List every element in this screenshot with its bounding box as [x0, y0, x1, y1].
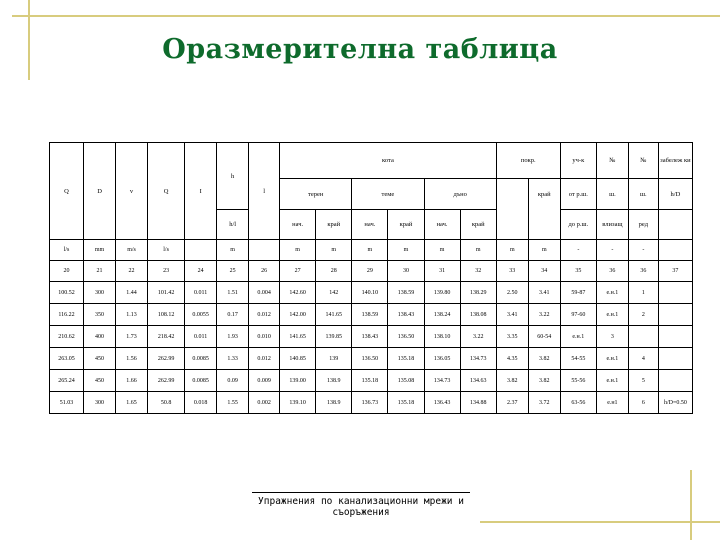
- table-cell: е.н.1: [560, 326, 596, 348]
- table-cell: е.н.1: [596, 282, 628, 304]
- header-h-over-l-text-2: l: [234, 221, 237, 228]
- table-cell: [658, 370, 692, 392]
- unit-cell: m: [280, 240, 316, 261]
- table-cell: 136.73: [352, 392, 388, 414]
- unit-cell: -: [596, 240, 628, 261]
- table-cell: 1.55: [217, 392, 249, 414]
- unit-cell: -: [560, 240, 596, 261]
- table-cell: 138.29: [460, 282, 496, 304]
- table-cell: 1.13: [116, 304, 148, 326]
- table-cell: 141.65: [280, 326, 316, 348]
- table-cell: 0.09: [217, 370, 249, 392]
- column-number: 31: [424, 261, 460, 282]
- table-cell: 3.22: [460, 326, 496, 348]
- table-cell: 142.60: [280, 282, 316, 304]
- column-number: 20: [50, 261, 84, 282]
- header-pokr-end: край: [528, 179, 560, 240]
- table-cell: 108.12: [148, 304, 185, 326]
- unit-cell: l/s: [148, 240, 185, 261]
- header-v: v: [116, 143, 148, 240]
- unit-cell: [185, 240, 217, 261]
- table-cell: 138.43: [352, 326, 388, 348]
- table-cell: 1.51: [217, 282, 249, 304]
- table-cell: [628, 326, 658, 348]
- header-red: ред: [628, 210, 658, 240]
- table-cell: 0.011: [185, 326, 217, 348]
- header-uchastak: уч-к: [560, 143, 596, 179]
- column-number: 22: [116, 261, 148, 282]
- frame-top-line: [12, 15, 720, 17]
- table-cell: 3.82: [496, 370, 528, 392]
- table-cell: 3.82: [528, 348, 560, 370]
- header-empty: [658, 210, 692, 240]
- unit-cell: m: [388, 240, 424, 261]
- table-cell: 54-55: [560, 348, 596, 370]
- table-cell: 101.42: [148, 282, 185, 304]
- table-cell: [658, 304, 692, 326]
- table-cell: 262.99: [148, 370, 185, 392]
- table-row: [50, 326, 693, 348]
- dimensioning-table: [49, 142, 693, 414]
- table-cell: 5: [628, 370, 658, 392]
- table-cell: 135.18: [352, 370, 388, 392]
- table-cell: 136.43: [424, 392, 460, 414]
- table-cell: 140.85: [280, 348, 316, 370]
- table-cell: 0.010: [249, 326, 280, 348]
- header-ot-sh-2: ш.: [628, 179, 658, 210]
- header-kota: кота: [280, 143, 497, 179]
- table-cell: 100.52: [50, 282, 84, 304]
- table-row: [50, 282, 693, 304]
- table-cell: 134.63: [460, 370, 496, 392]
- table-cell: 140.10: [352, 282, 388, 304]
- column-number: 26: [249, 261, 280, 282]
- table-cell: 2.37: [496, 392, 528, 414]
- column-number: 32: [460, 261, 496, 282]
- table-cell: 300: [84, 282, 116, 304]
- table-cell: 1.65: [116, 392, 148, 414]
- table-cell: 400: [84, 326, 116, 348]
- column-number: 25: [217, 261, 249, 282]
- table-cell: е.н.1: [596, 348, 628, 370]
- table-cell: 6: [628, 392, 658, 414]
- table-cell: 0.0055: [185, 304, 217, 326]
- column-number: 30: [388, 261, 424, 282]
- frame-right-line: [690, 470, 692, 540]
- table-cell: 59-87: [560, 282, 596, 304]
- column-number: 28: [316, 261, 352, 282]
- table-cell: 3: [596, 326, 628, 348]
- column-number: 36: [628, 261, 658, 282]
- table-cell: 139.00: [280, 370, 316, 392]
- table-cell: 0.0085: [185, 348, 217, 370]
- column-number: 34: [528, 261, 560, 282]
- table-cell: 138.10: [424, 326, 460, 348]
- table-cell: 265.24: [50, 370, 84, 392]
- table-cell: 1.44: [116, 282, 148, 304]
- column-number: 37: [658, 261, 692, 282]
- table-cell: 450: [84, 348, 116, 370]
- frame-bottom-line: [480, 521, 720, 523]
- unit-cell: -: [628, 240, 658, 261]
- table-cell: 1: [628, 282, 658, 304]
- header-no-1: №: [596, 143, 628, 179]
- table-cell: 0.018: [185, 392, 217, 414]
- table-cell: 263.05: [50, 348, 84, 370]
- table-cell: е.н.1: [596, 370, 628, 392]
- header-no-2: №: [628, 143, 658, 179]
- table-cell: 3.72: [528, 392, 560, 414]
- table-cell: 210.62: [50, 326, 84, 348]
- table-cell: 136.50: [352, 348, 388, 370]
- header-vlizasht: влизащ: [596, 210, 628, 240]
- header-ot-sh: ш.: [596, 179, 628, 210]
- header-d: D: [84, 143, 116, 240]
- table-cell: 1.56: [116, 348, 148, 370]
- table-cell: 134.88: [460, 392, 496, 414]
- table-cell: 3.35: [496, 326, 528, 348]
- header-h: h: [217, 143, 249, 210]
- table-cell: 135.18: [388, 348, 424, 370]
- header-q2: Q: [148, 143, 185, 240]
- table-row: [50, 370, 693, 392]
- table-cell: 1.33: [217, 348, 249, 370]
- table-cell: 136.50: [388, 326, 424, 348]
- table-cell: 450: [84, 370, 116, 392]
- header-h-over-l: [217, 210, 249, 240]
- table-cell: 3.41: [528, 282, 560, 304]
- table-cell: 1.73: [116, 326, 148, 348]
- column-number: 24: [185, 261, 217, 282]
- column-number: 36: [596, 261, 628, 282]
- header-l: l: [249, 143, 280, 240]
- column-number: 27: [280, 261, 316, 282]
- footer-divider: [252, 492, 470, 493]
- column-number: 29: [352, 261, 388, 282]
- table-cell: 116.22: [50, 304, 84, 326]
- unit-cell: m: [352, 240, 388, 261]
- table-row: [50, 304, 693, 326]
- table-cell: 2: [628, 304, 658, 326]
- table-cell: 138.43: [388, 304, 424, 326]
- table-cell: е.н1: [596, 392, 628, 414]
- table-cell: 135.08: [388, 370, 424, 392]
- unit-cell: m: [528, 240, 560, 261]
- column-number: 21: [84, 261, 116, 282]
- table-cell: h/D=0.50: [658, 392, 692, 414]
- header-teren-krai: край: [316, 210, 352, 240]
- table-cell: 0.011: [185, 282, 217, 304]
- table-cell: 0.012: [249, 348, 280, 370]
- table-cell: 136.05: [424, 348, 460, 370]
- unit-cell: m: [217, 240, 249, 261]
- table-cell: 1.66: [116, 370, 148, 392]
- table-cell: 55-56: [560, 370, 596, 392]
- header-duno-krai: край: [460, 210, 496, 240]
- footer-caption: Упражнения по канализационни мрежи и съоръжения: [258, 496, 464, 518]
- table-cell: 4.35: [496, 348, 528, 370]
- table-cell: [658, 348, 692, 370]
- header-hd: h/D: [658, 179, 692, 210]
- table-cell: 141.65: [316, 304, 352, 326]
- header-teme-krai: край: [388, 210, 424, 240]
- unit-cell: [249, 240, 280, 261]
- table-row: [50, 348, 693, 370]
- table-cell: 138.24: [424, 304, 460, 326]
- table-cell: 139: [316, 348, 352, 370]
- header-teren: терен: [280, 179, 352, 210]
- table-cell: 60-54: [528, 326, 560, 348]
- table-cell: 97-60: [560, 304, 596, 326]
- column-number: 23: [148, 261, 185, 282]
- table-cell: 50.8: [148, 392, 185, 414]
- table-cell: 0.17: [217, 304, 249, 326]
- table-cell: 138.9: [316, 370, 352, 392]
- table-row: [50, 392, 693, 414]
- table-cell: 138.59: [388, 282, 424, 304]
- page-title: Оразмерителна таблица: [162, 34, 558, 65]
- header-teren-nach: нач.: [280, 210, 316, 240]
- table-cell: 51.03: [50, 392, 84, 414]
- table-cell: 0.0085: [185, 370, 217, 392]
- table-cell: 3.22: [528, 304, 560, 326]
- table-cell: 0.012: [249, 304, 280, 326]
- unit-cell: m: [424, 240, 460, 261]
- header-pokr: покр.: [496, 143, 560, 179]
- header-q: Q: [50, 143, 84, 240]
- header-pokr-start: [496, 179, 528, 240]
- column-number: 35: [560, 261, 596, 282]
- table-cell: [658, 282, 692, 304]
- table-cell: 3.82: [528, 370, 560, 392]
- unit-cell: m: [460, 240, 496, 261]
- header-i: I: [185, 143, 217, 240]
- table-cell: 4: [628, 348, 658, 370]
- unit-cell: mm: [84, 240, 116, 261]
- unit-cell: m/s: [116, 240, 148, 261]
- table-cell: 134.73: [424, 370, 460, 392]
- header-h-over-l-text: h/: [229, 221, 235, 228]
- unit-cell: [658, 240, 692, 261]
- header-teme-nach: нач.: [352, 210, 388, 240]
- header-do-rsh: до р.ш.: [560, 210, 596, 240]
- header-duno-nach: нач.: [424, 210, 460, 240]
- table-cell: е.н.1: [596, 304, 628, 326]
- table-cell: 142: [316, 282, 352, 304]
- table-cell: 0.009: [249, 370, 280, 392]
- table-cell: 0.004: [249, 282, 280, 304]
- table-cell: 138.08: [460, 304, 496, 326]
- header-zabelezhki: забележ ки: [658, 143, 692, 179]
- table-cell: 139.85: [316, 326, 352, 348]
- unit-cell: l/s: [50, 240, 84, 261]
- table-cell: [658, 326, 692, 348]
- units-row: [50, 240, 693, 261]
- header-duno: дъно: [424, 179, 496, 210]
- table-cell: 3.41: [496, 304, 528, 326]
- table-cell: 350: [84, 304, 116, 326]
- table-cell: 134.73: [460, 348, 496, 370]
- table-cell: 0.002: [249, 392, 280, 414]
- header-ot-rsh: от р.ш.: [560, 179, 596, 210]
- table-cell: 142.00: [280, 304, 316, 326]
- table-cell: 2.50: [496, 282, 528, 304]
- table-cell: 300: [84, 392, 116, 414]
- table-cell: 262.99: [148, 348, 185, 370]
- table-cell: 1.93: [217, 326, 249, 348]
- table-cell: 63-56: [560, 392, 596, 414]
- table-cell: 139.10: [280, 392, 316, 414]
- table-cell: 135.18: [388, 392, 424, 414]
- table-body: [50, 282, 693, 414]
- header-row-1: [50, 143, 693, 179]
- unit-cell: m: [496, 240, 528, 261]
- column-number: 33: [496, 261, 528, 282]
- unit-cell: m: [316, 240, 352, 261]
- header-teme: теме: [352, 179, 424, 210]
- table-cell: 138.9: [316, 392, 352, 414]
- column-number-row: [50, 261, 693, 282]
- table-cell: 218.42: [148, 326, 185, 348]
- table-cell: 139.80: [424, 282, 460, 304]
- table-cell: 138.59: [352, 304, 388, 326]
